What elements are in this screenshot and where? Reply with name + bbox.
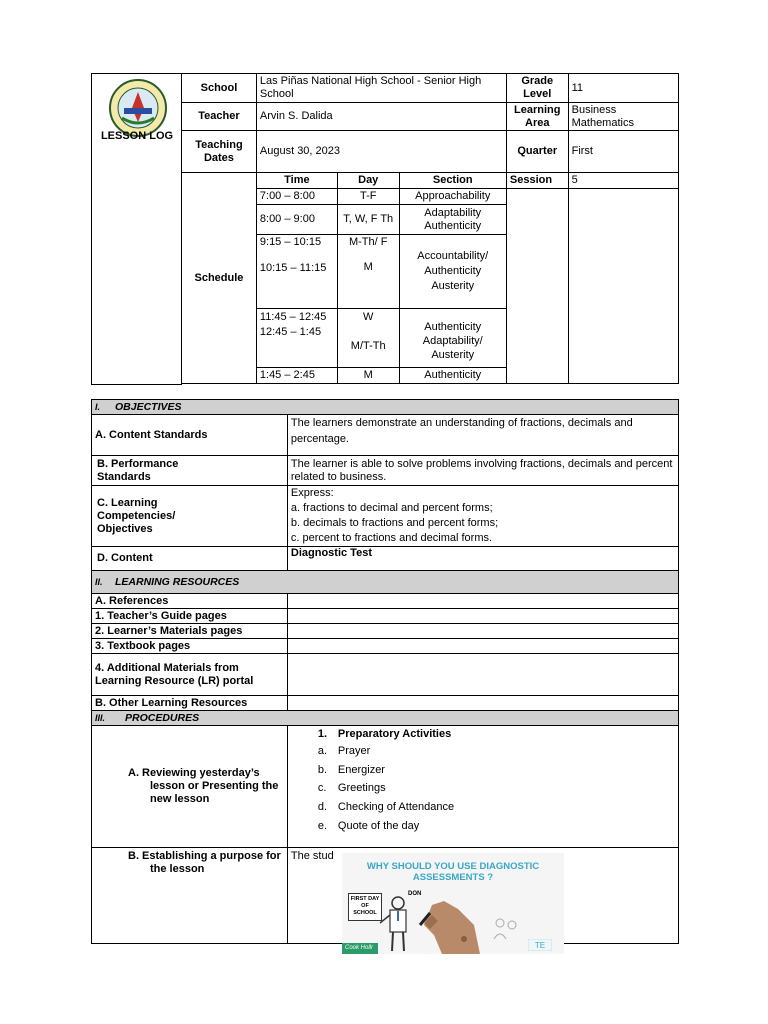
school-label: School bbox=[182, 74, 257, 103]
list-item bbox=[318, 817, 675, 836]
dates-value: August 30, 2023 bbox=[256, 131, 506, 173]
watermark-badge bbox=[342, 943, 378, 954]
schedule-time-cell bbox=[256, 308, 337, 367]
blank-cell bbox=[287, 594, 678, 609]
content-value: Diagnostic Test bbox=[287, 547, 678, 571]
prep-title-row bbox=[318, 726, 675, 742]
school-seal-icon bbox=[108, 78, 168, 138]
grade-label: Grade Level bbox=[506, 74, 568, 103]
header-block bbox=[91, 73, 679, 384]
schedule-time: 1:45 – 2:45 bbox=[256, 367, 337, 383]
content-standards-value: The learners demonstrate an understanding of fractions, decimals and percentage. bbox=[287, 415, 678, 456]
schedule-day-cell bbox=[337, 308, 399, 367]
resource-item: 1. Teacher’s Guide pages bbox=[92, 609, 288, 624]
session-label: Session bbox=[506, 173, 568, 189]
list-letter: c. bbox=[317, 782, 327, 795]
schedule-section: Approachability bbox=[399, 189, 506, 205]
schedule-time-cell bbox=[256, 235, 337, 308]
header-table bbox=[181, 73, 679, 384]
schedule-time: 9:15 – 10:15 bbox=[259, 236, 322, 249]
col-day: Day bbox=[337, 173, 399, 189]
teacher-label: Teacher bbox=[182, 103, 257, 131]
blank-cell bbox=[287, 639, 678, 654]
logo-cell bbox=[91, 73, 182, 385]
area-label: Learning Area bbox=[506, 103, 568, 131]
lesson-log-title: LESSON LOG bbox=[100, 130, 174, 142]
blank-cell bbox=[287, 696, 678, 711]
list-text: Checking of Attendance bbox=[337, 801, 455, 814]
content-label: D. Content bbox=[92, 547, 288, 571]
blank-cell bbox=[287, 654, 678, 696]
session-value: 5 bbox=[568, 173, 678, 189]
competencies-label: C. Learning Competencies/ Objectives bbox=[92, 486, 288, 547]
schedule-time: 11:45 – 12:45 bbox=[259, 310, 327, 323]
prep-list bbox=[318, 742, 675, 836]
blank-cell bbox=[568, 189, 678, 384]
video-thumbnail[interactable] bbox=[342, 853, 564, 954]
list-text: Greetings bbox=[337, 782, 386, 795]
schedule-label: Schedule bbox=[182, 173, 257, 384]
prep-num: 1. bbox=[317, 728, 328, 740]
list-item bbox=[318, 742, 675, 761]
resource-item: 4. Additional Materials from Learning Resource (LR) portal bbox=[92, 654, 288, 696]
schedule-day: T, W, F Th bbox=[337, 205, 399, 235]
resource-item: 2. Learner’s Materials pages bbox=[92, 624, 288, 639]
performance-value: The learner is able to solve problems involving fractions, decimals and percent related to business. bbox=[287, 456, 678, 486]
schedule-section: Adaptability Authenticity bbox=[399, 205, 506, 235]
section-title: LEARNING RESOURCES bbox=[115, 575, 240, 588]
section-number: III. bbox=[95, 712, 106, 723]
list-letter: d. bbox=[317, 801, 328, 814]
schedule-day: M bbox=[363, 261, 373, 274]
section-number: I. bbox=[95, 401, 101, 412]
list-letter: b. bbox=[317, 763, 328, 776]
drawing-hand-icon bbox=[414, 895, 490, 954]
blank-cell bbox=[506, 189, 568, 384]
teacher-value: Arvin S. Dalida bbox=[256, 103, 506, 131]
dont-text: DON bbox=[408, 891, 422, 897]
schedule-section: Authenticity bbox=[399, 367, 506, 383]
list-item bbox=[318, 798, 675, 817]
list-item bbox=[318, 779, 675, 798]
procedure-a-content bbox=[287, 726, 678, 848]
competencies-line: b. decimals to fractions and percent forms; bbox=[290, 517, 499, 529]
blank-cell bbox=[287, 609, 678, 624]
schedule-time: 8:00 – 9:00 bbox=[256, 205, 337, 235]
competencies-line: a. fractions to decimal and percent forms; bbox=[290, 502, 493, 514]
schedule-day: T-F bbox=[337, 189, 399, 205]
performance-label: B. Performance Standards bbox=[92, 456, 288, 486]
competencies-value bbox=[287, 486, 678, 547]
section-title: PROCEDURES bbox=[125, 711, 200, 724]
list-text: Prayer bbox=[337, 745, 371, 757]
video-title: WHY SHOULD YOU USE DIAGNOSTIC ASSESSMENTS ? bbox=[366, 861, 540, 883]
blank-cell bbox=[287, 624, 678, 639]
procedure-b-text: The stud bbox=[290, 850, 334, 862]
schedule-day: W bbox=[363, 310, 374, 323]
resource-item: 3. Textbook pages bbox=[92, 639, 288, 654]
schedule-time: 12:45 – 1:45 bbox=[259, 325, 322, 338]
section-header-objectives bbox=[92, 400, 679, 415]
col-section: Section bbox=[399, 173, 506, 189]
list-text: Energizer bbox=[337, 763, 385, 776]
procedure-a-label: A. Reviewing yesterday’s lesson or Presenting the new lesson bbox=[92, 726, 288, 848]
board-text: FIRST DAY OF SCHOOL bbox=[350, 896, 380, 916]
school-value: Las Piñas National High School - Senior High School bbox=[256, 74, 506, 103]
svg-text:TE: TE bbox=[534, 941, 546, 950]
list-letter: a. bbox=[317, 745, 328, 757]
schedule-day: M-Th/ F bbox=[348, 236, 388, 249]
schedule-day: M/T-Th bbox=[350, 339, 386, 352]
dates-label: Teaching Dates bbox=[182, 131, 257, 173]
section-number: II. bbox=[95, 576, 103, 587]
competencies-line: c. percent to fractions and decimal forms. bbox=[290, 532, 493, 544]
procedure-b-label: B. Establishing a purpose for the lesson bbox=[92, 848, 288, 944]
content-standards-label: A. Content Standards bbox=[92, 415, 288, 456]
quarter-value: First bbox=[568, 131, 678, 173]
board-sign bbox=[348, 893, 382, 921]
competencies-line: Express: bbox=[290, 487, 334, 499]
list-letter: e. bbox=[317, 819, 328, 832]
audience-sketch-icon bbox=[492, 915, 532, 941]
schedule-section: Authenticity Adaptability/ Austerity bbox=[399, 308, 506, 367]
schedule-day-cell bbox=[337, 235, 399, 308]
quarter-label: Quarter bbox=[506, 131, 568, 173]
col-time: Time bbox=[256, 173, 337, 189]
channel-logo-icon bbox=[528, 939, 552, 951]
references-label: A. References bbox=[92, 594, 288, 609]
list-item bbox=[318, 761, 675, 780]
area-value: Business Mathematics bbox=[568, 103, 678, 131]
schedule-day: M bbox=[337, 367, 399, 383]
section-header-resources bbox=[92, 571, 679, 594]
other-resources-label: B. Other Learning Resources bbox=[92, 696, 288, 711]
schedule-time: 10:15 – 11:15 bbox=[259, 262, 327, 275]
list-text: Quote of the day bbox=[337, 819, 420, 832]
section-header-procedures bbox=[92, 711, 679, 726]
section-title: OBJECTIVES bbox=[115, 400, 182, 413]
schedule-section: Accountability/ Authenticity Austerity bbox=[399, 235, 506, 308]
grade-value: 11 bbox=[568, 74, 678, 103]
watermark-text: Cook Hollr bbox=[345, 945, 374, 951]
prep-title: Preparatory Activities bbox=[337, 728, 452, 740]
presenter-illustration-icon bbox=[378, 895, 418, 953]
schedule-time: 7:00 – 8:00 bbox=[256, 189, 337, 205]
